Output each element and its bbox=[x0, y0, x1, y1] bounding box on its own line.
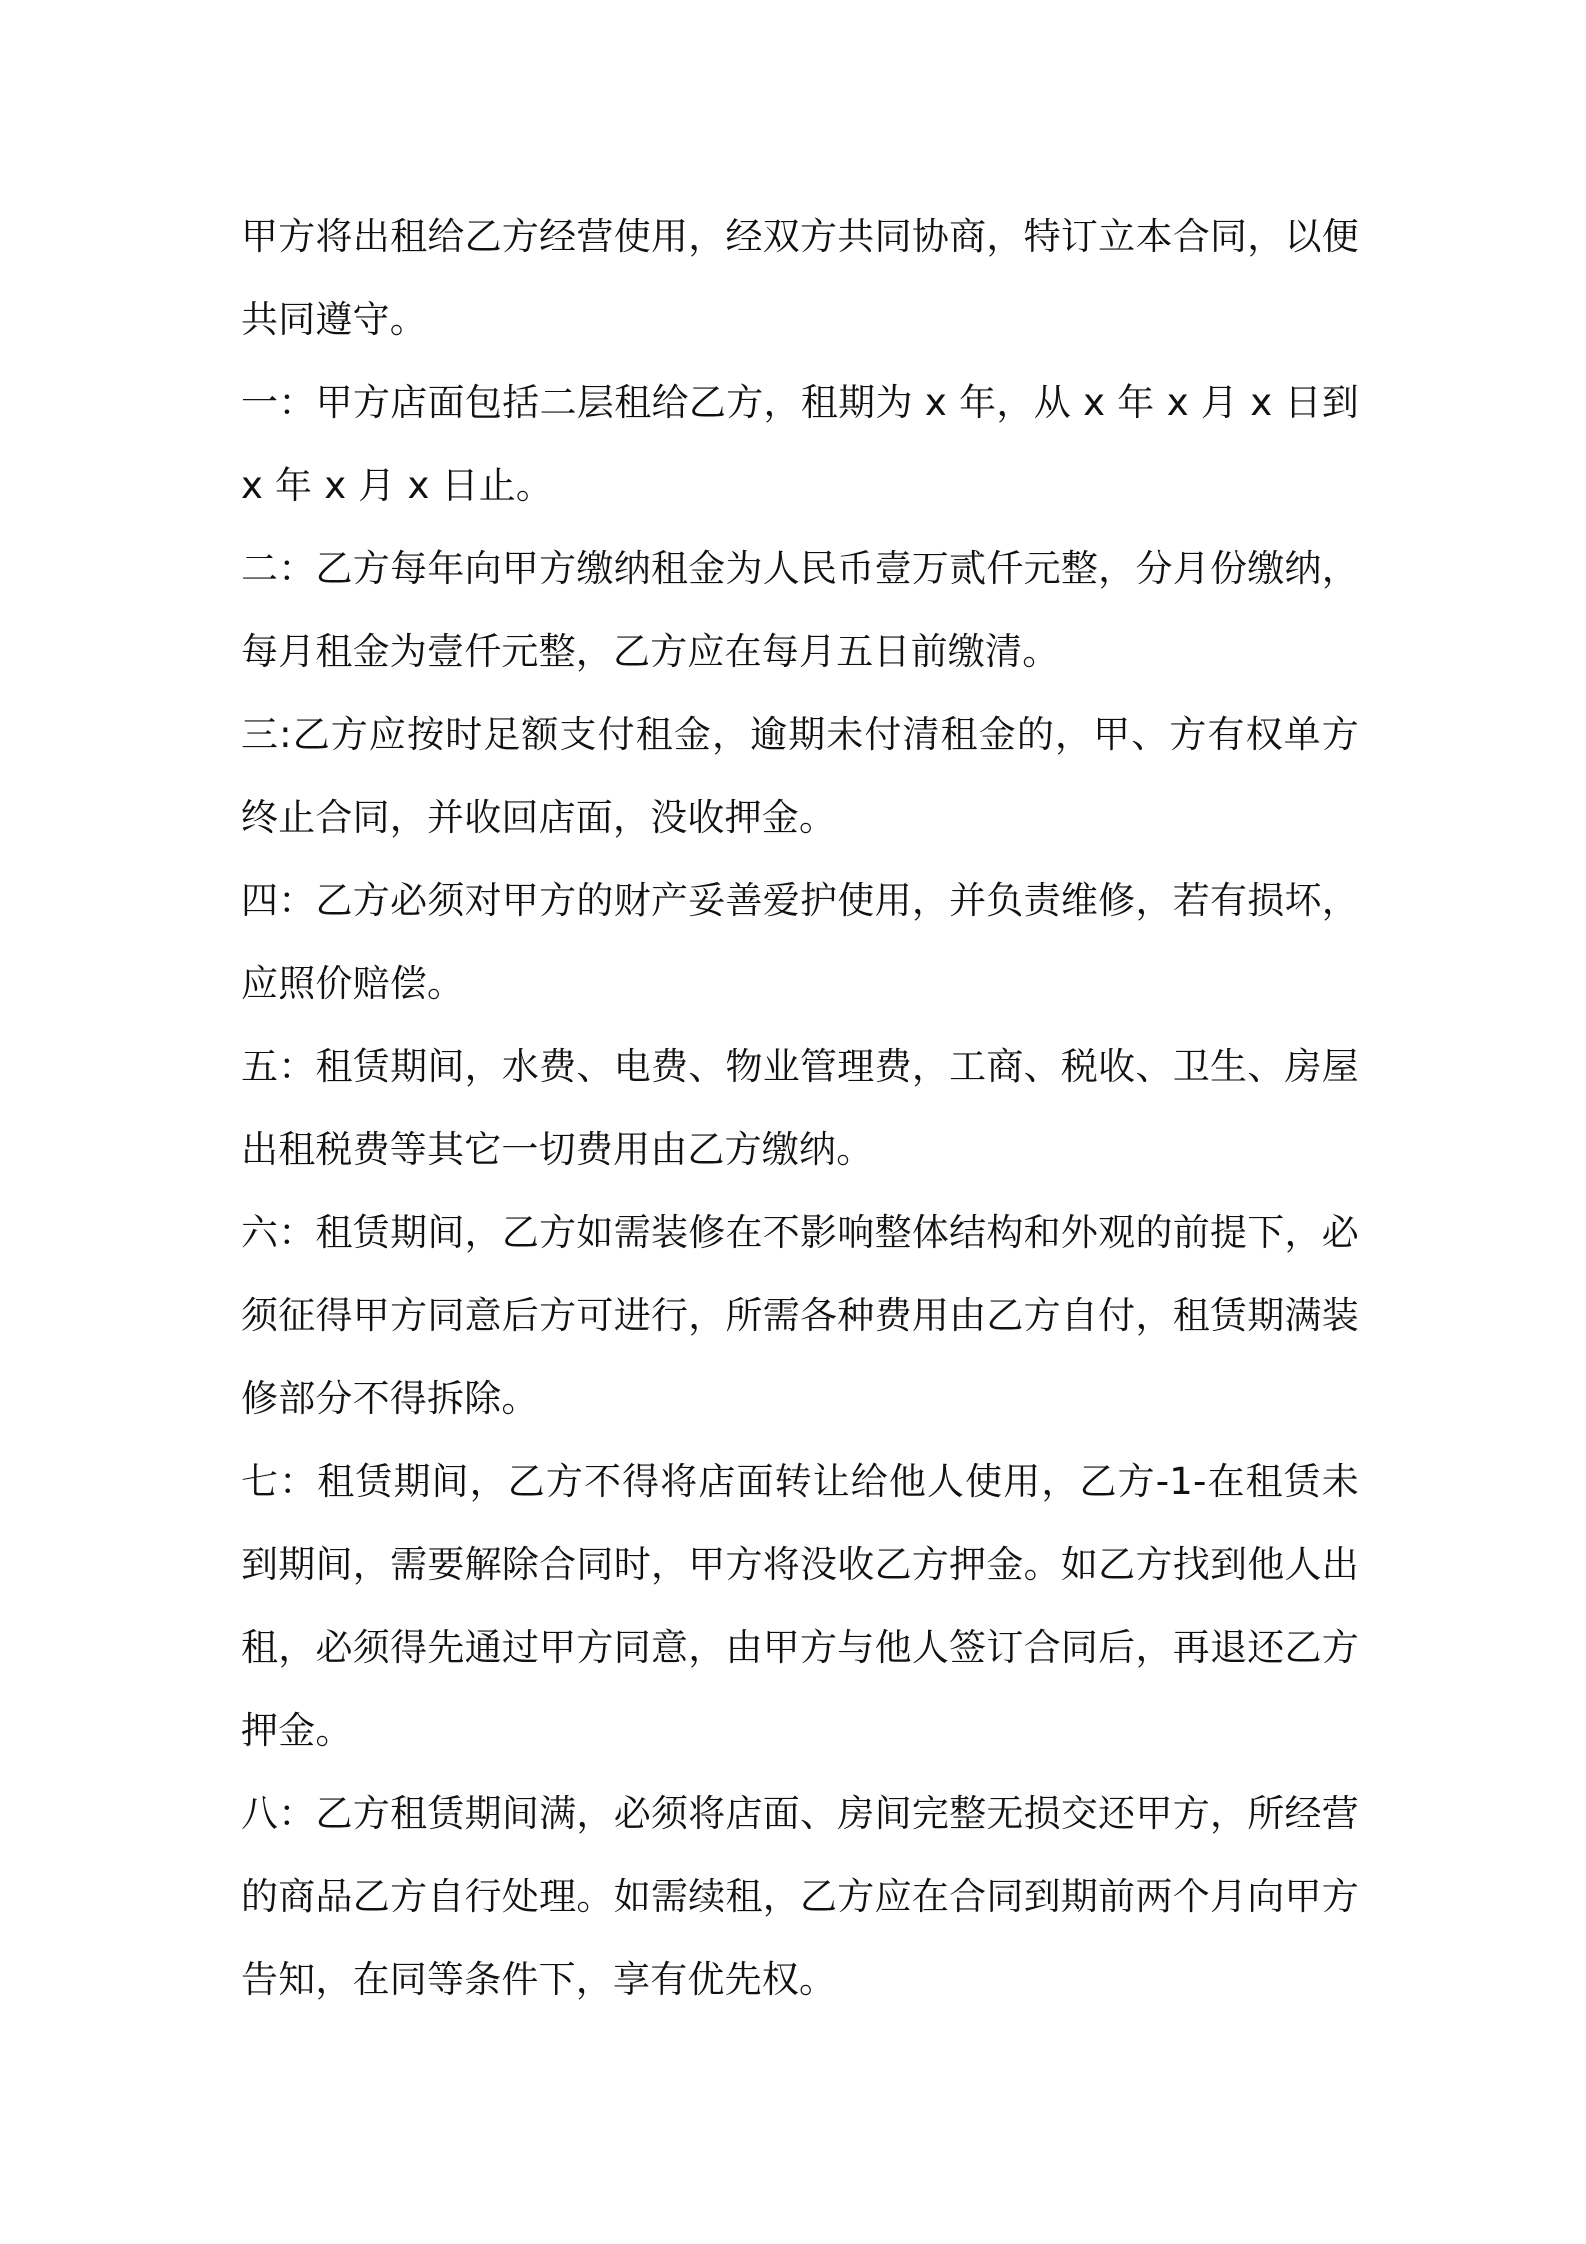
clause-1: 一：甲方店面包括二层租给乙方，租期为 x 年，从 x 年 x 月 x 日到 x 年 x 月 x 日止。 bbox=[241, 381, 1359, 507]
clause-7: 七：租赁期间，乙方不得将店面转让给他人使用，乙方-1-在租赁未到期间，需要解除合同时，甲方将没收乙方押金。如乙方找到他人出租，必须得先通过甲方同意，由甲方与他人签订合同后，再退还乙方押金。 bbox=[241, 1460, 1359, 1752]
clause-8: 八：乙方租赁期间满，必须将店面、房间完整无损交还甲方，所经营的商品乙方自行处理。如需续租，乙方应在合同到期前两个月向甲方告知，在同等条件下，享有优先权。 bbox=[241, 1792, 1359, 2001]
clause-3: 三:乙方应按时足额支付租金，逾期未付清租金的，甲、方有权单方终止合同，并收回店面，没收押金。 bbox=[241, 713, 1359, 839]
intro-paragraph: 甲方将出租给乙方经营使用，经双方共同协商，特订立本合同，以便共同遵守。 bbox=[241, 215, 1359, 341]
clause-5: 五：租赁期间，水费、电费、物业管理费，工商、税收、卫生、房屋出租税费等其它一切费用由乙方缴纳。 bbox=[241, 1045, 1359, 1171]
clause-2: 二：乙方每年向甲方缴纳租金为人民币壹万贰仟元整，分月份缴纳，每月租金为壹仟元整，乙方应在每月五日前缴清。 bbox=[241, 547, 1359, 673]
clause-4: 四：乙方必须对甲方的财产妥善爱护使用，并负责维修，若有损坏，应照价赔偿。 bbox=[241, 879, 1359, 1005]
contract-body bbox=[241, 195, 1359, 2021]
clause-6: 六：租赁期间，乙方如需装修在不影响整体结构和外观的前提下，必须征得甲方同意后方可进行，所需各种费用由乙方自付，租赁期满装修部分不得拆除。 bbox=[241, 1211, 1359, 1420]
